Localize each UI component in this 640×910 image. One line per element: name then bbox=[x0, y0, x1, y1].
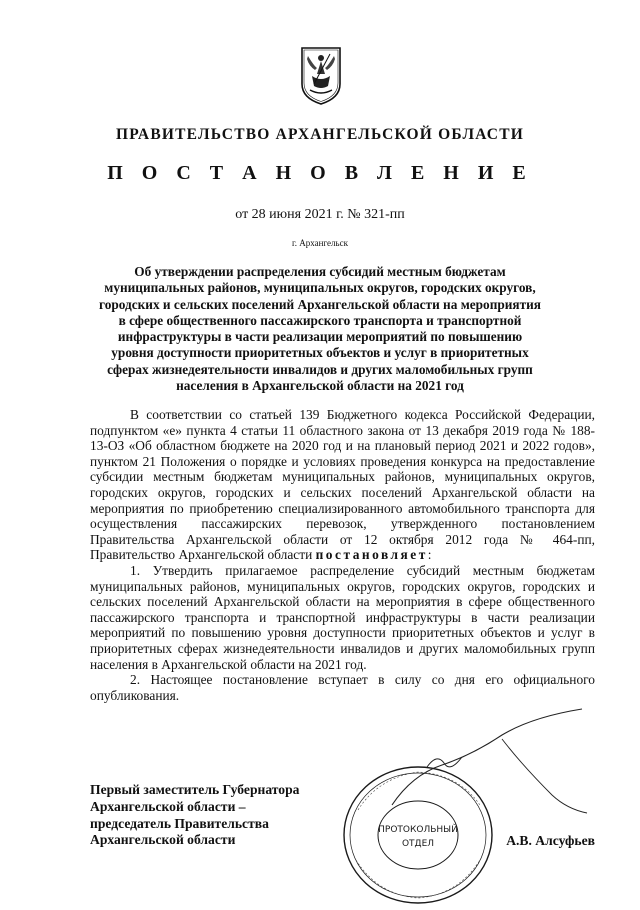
document-title bbox=[84, 264, 556, 394]
item-1-paragraph: 1. Утвердить прилагаемое распределение субсидий местным бюджетам муниципальных районов, муниципальных округов, городских округов, городских и сельских поселений Архангельской области на мероприятия в сфере общественного пассажирского транспорта и транспортной инфраструктуры в части реализации мероприятий по повышению уровня доступности приоритетных объектов и услуг в приоритетных сферах жизнедеятельности инвалидов и других маломобильных групп населения в Архангельской области на 2021 год. bbox=[90, 562, 595, 672]
title-line: инфраструктуры в части реализации мероприятий по повышению bbox=[117, 329, 523, 345]
position-line: Архангельской области bbox=[90, 832, 236, 848]
stamp-text-line: ОТДЕЛ bbox=[401, 839, 435, 849]
title-line: в сфере общественного пассажирского транспорта и транспортной bbox=[118, 312, 522, 328]
signatory-name: А.В. Алсуфьев bbox=[506, 833, 595, 848]
title-line: уровня доступности приоритетных объектов и услуг в приоритетных bbox=[111, 345, 529, 361]
document-type: П О С Т А Н О В Л Е Н И Е bbox=[107, 162, 533, 184]
stamp-text-line: ПРОТОКОЛЬНЫЙ bbox=[378, 825, 458, 835]
item-2-paragraph: 2. Настоящее постановление вступает в силу со дня его официального опубликования. bbox=[90, 672, 595, 703]
title-line: городских и сельских поселений Архангельской области на мероприятия bbox=[98, 296, 541, 312]
preamble-colon: : bbox=[427, 547, 432, 563]
document-city: г. Архангельск bbox=[292, 238, 348, 248]
title-line: Об утверждении распределения субсидий местным бюджетам bbox=[134, 264, 506, 279]
official-stamp-icon bbox=[338, 760, 498, 910]
position-line: Архангельской области – bbox=[90, 798, 246, 814]
organization-name: ПРАВИТЕЛЬСТВО АРХАНГЕЛЬСКОЙ ОБЛАСТИ bbox=[115, 126, 524, 143]
title-line: сферах жизнедеятельности инвалидов и других маломобильных групп bbox=[107, 361, 533, 377]
document-body bbox=[90, 407, 595, 703]
title-line: муниципальных районов, муниципальных округов, городских округов, bbox=[104, 280, 536, 296]
preamble-paragraph bbox=[90, 407, 595, 563]
title-line: населения в Архангельской области на 2021 год bbox=[176, 378, 464, 394]
position-line: председатель Правительства bbox=[90, 815, 269, 831]
signatory-position bbox=[90, 782, 299, 849]
document-date-number: от 28 июня 2021 г. № 321-пп bbox=[235, 207, 405, 222]
preamble-text: В соответствии со статьей 139 Бюджетного кодекса Российской Федерации, подпунктом «е» пункта 4 статьи 11 областного закона от 13 декабря 2019 года № 188-13-ОЗ «Об областном бюджете на 2020 год и на плановый период 2021 и 2022 годов», пунктом 21 Положения о порядке и условиях проведения конкурса на предоставление субсидии местным бюджетам муниципальных районов, муниципальных округов, городских округов, городских и сельских поселений Архангельской области на мероприятия по приобретению специализированного автомобильного транспорта для осуществления пассажирских перевозок, утвержденного постановлением Правительства Архангельской области от 12 октября 2012 года № 464-пп, Правительство Архангельской области bbox=[90, 407, 595, 563]
decree-keyword: постановляет bbox=[315, 547, 428, 563]
position-line: Первый заместитель Губернатора bbox=[90, 782, 300, 797]
coat-of-arms-icon bbox=[300, 46, 342, 106]
